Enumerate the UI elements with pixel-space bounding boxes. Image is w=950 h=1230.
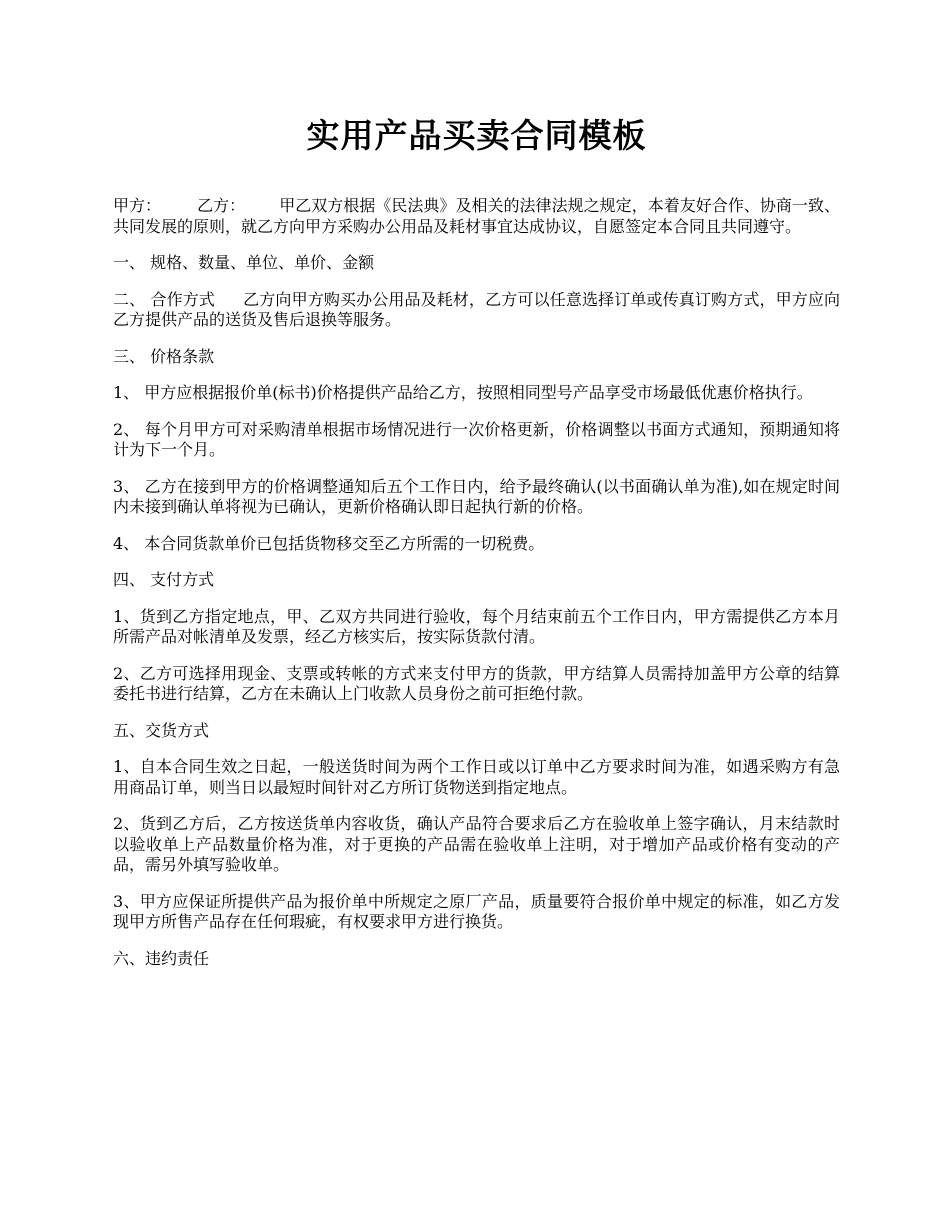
parties-paragraph bbox=[113, 196, 840, 237]
party-a-label: 甲方： bbox=[113, 196, 162, 215]
section-5-item: 2、货到乙方后，乙方按送货单内容收货，确认产品符合要求后乙方在验收单上签字确认，月末结款时以验收单上产品数量价格为准，对于更换的产品需在验收单上注明，对于增加产品或价格有变动的产品，需另外填写验收单。 bbox=[113, 814, 840, 874]
intro-text: 甲乙双方根据《民法典》及相关的法律法规之规定，本着友好合作、协商一致、共同发展的原则，就乙方向甲方采购办公用品及耗材事宜达成协议，自愿签定本合同且共同遵守。 bbox=[113, 196, 840, 236]
section-3-item: 3、 乙方在接到甲方的价格调整通知后五个工作日内，给予最终确认(以书面确认单为准),如在规定时间内未接到确认单将视为已确认，更新价格确认即日起执行新的价格。 bbox=[113, 476, 840, 516]
section-5-item: 3、甲方应保证所提供产品为报价单中所规定之原厂产品，质量要符合报价单中规定的标准，如乙方发现甲方所售产品存在任何瑕疵，有权要求甲方进行换货。 bbox=[113, 891, 840, 931]
section-1-heading: 一、 规格、数量、单位、单价、金额 bbox=[113, 253, 375, 272]
section-3-item: 2、 每个月甲方可对采购清单根据市场情况进行一次价格更新，价格调整以书面方式通知，预期通知将计为下一个月。 bbox=[113, 419, 840, 459]
section-4-item: 2、乙方可选择用现金、支票或转帐的方式来支付甲方的货款，甲方结算人员需持加盖甲方公章的结算委托书进行结算，乙方在未确认上门收款人员身份之前可拒绝付款。 bbox=[113, 663, 840, 703]
section-2-paragraph bbox=[113, 290, 840, 331]
party-b-label: 乙方： bbox=[197, 196, 246, 215]
section-3-heading: 三、 价格条款 bbox=[113, 346, 215, 366]
section-6-heading: 六、违约责任 bbox=[113, 948, 210, 968]
section-4-item: 1、货到乙方指定地点，甲、乙双方共同进行验收，每个月结束前五个工作日内，甲方需提供乙方本月所需产品对帐清单及发票，经乙方核实后，按实际货款付清。 bbox=[113, 606, 840, 646]
section-2-heading: 二、 合作方式 bbox=[113, 289, 216, 309]
document-title: 实用产品买卖合同模板 bbox=[306, 116, 647, 155]
section-5-item: 1、自本合同生效之日起，一般送货时间为两个工作日或以订单中乙方要求时间为准，如遇采购方有急用商品订单，则当日以最短时间针对乙方所订货物送到指定地点。 bbox=[113, 757, 840, 797]
section-2-text: 乙方向甲方购买办公用品及耗材，乙方可以任意选择订单或传真订购方式，甲方应向乙方提供产品的送货及售后退换等服务。 bbox=[113, 289, 840, 329]
section-3-item: 4、 本合同货款单价已包括货物移交至乙方所需的一切税费。 bbox=[113, 533, 545, 553]
section-4-heading: 四、 支付方式 bbox=[113, 570, 215, 589]
section-3-item: 1、 甲方应根据报价单(标书)价格提供产品给乙方，按照相同型号产品享受市场最低优惠价格执行。 bbox=[113, 383, 813, 402]
section-5-heading: 五、交货方式 bbox=[113, 720, 210, 740]
